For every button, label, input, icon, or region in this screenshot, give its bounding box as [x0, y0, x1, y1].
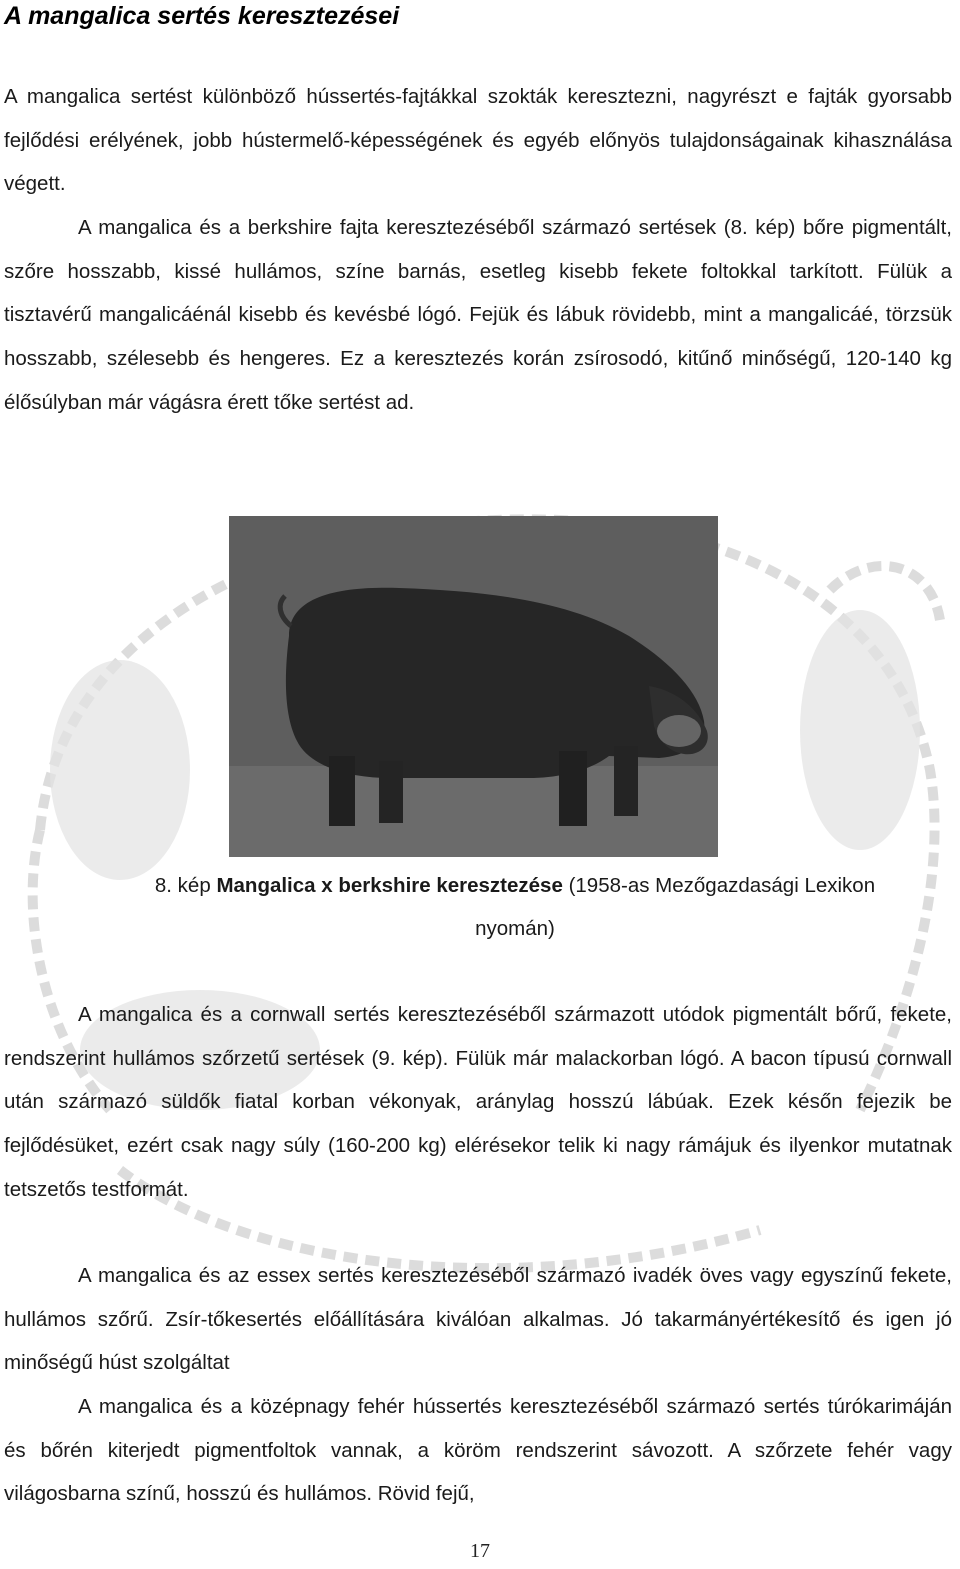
paragraph-cornwall: A mangalica és a cornwall sertés keresztezéséből származott utódok pigmentált bőrű, fekete, rendszerint hullámos szőrzetű sertések (9. kép). Fülük már malackorban lógó. A bacon típusú cornwall után származó süldők fiatal korban vékonyak, aránylag hosszú lábúak. Ezek későn fejezik be fejlődésüket, ezért csak nagy súly (160-200 kg) elérésekor telik ki nagy rámájuk és ilyenkor mutatnak tetszetős testformát.: [4, 1003, 952, 1201]
caption-source-line2: nyomán): [475, 917, 555, 940]
caption-bold-title: Mangalica x berkshire keresztezése: [216, 874, 563, 897]
caption-source: (1958-as Mezőgazdasági Lexikon: [568, 874, 876, 897]
paragraph-intro: A mangalica sertést különböző hússertés-fajtákkal szokták keresztezni, nagyrészt e fajták gyorsabb fejlődési erélyének, jobb hústermelő-képességének és egyéb előnyös tulajdonságainak kihasználása végett.: [4, 85, 952, 196]
paragraph-large-white: A mangalica és a középnagy fehér hússertés keresztezéséből származó sertés túrókarimáján és bőrén kiterjedt pigmentfoltok vannak, a köröm rendszerint sávozott. A szőrzete fehér vagy világosbarna színű, hosszú és hullámos. Rövid fejű,: [4, 1395, 952, 1506]
paragraph-essex: A mangalica és az essex sertés keresztezéséből származó ivadék öves vagy egyszínű fekete, hullámos szőrű. Zsír-tőkesertés előállítására kiválóan alkalmas. Jó takarmányértékesítő és igen jó minőségű húst szolgáltat: [4, 1264, 952, 1375]
pig-illustration: [229, 516, 718, 857]
caption-number: 8. kép: [154, 874, 211, 897]
figure-caption: [0, 864, 960, 950]
berkshire-cross-pig-photo: [229, 516, 718, 857]
page-title: A mangalica sertés keresztezései: [4, 2, 400, 30]
paragraph-berkshire: A mangalica és a berkshire fajta keresztezéséből származó sertések (8. kép) bőre pigmentált, szőre hosszabb, kissé hullámos, színe barnás, esetleg kisebb fekete foltokkal tarkított. Fülük a tisztavérű mangalicáénál kisebb és kevésbé lógó. Fejük és lábuk rövidebb, mint a mangalicáé, törzsük hosszabb, szélesebb és hengeres. Ez a keresztezés korán zsírosodó, kitűnő minőségű, 120-140 kg élősúlyban már vágásra érett tőke sertést ad.: [4, 216, 952, 414]
page-number: 17: [470, 1540, 490, 1562]
